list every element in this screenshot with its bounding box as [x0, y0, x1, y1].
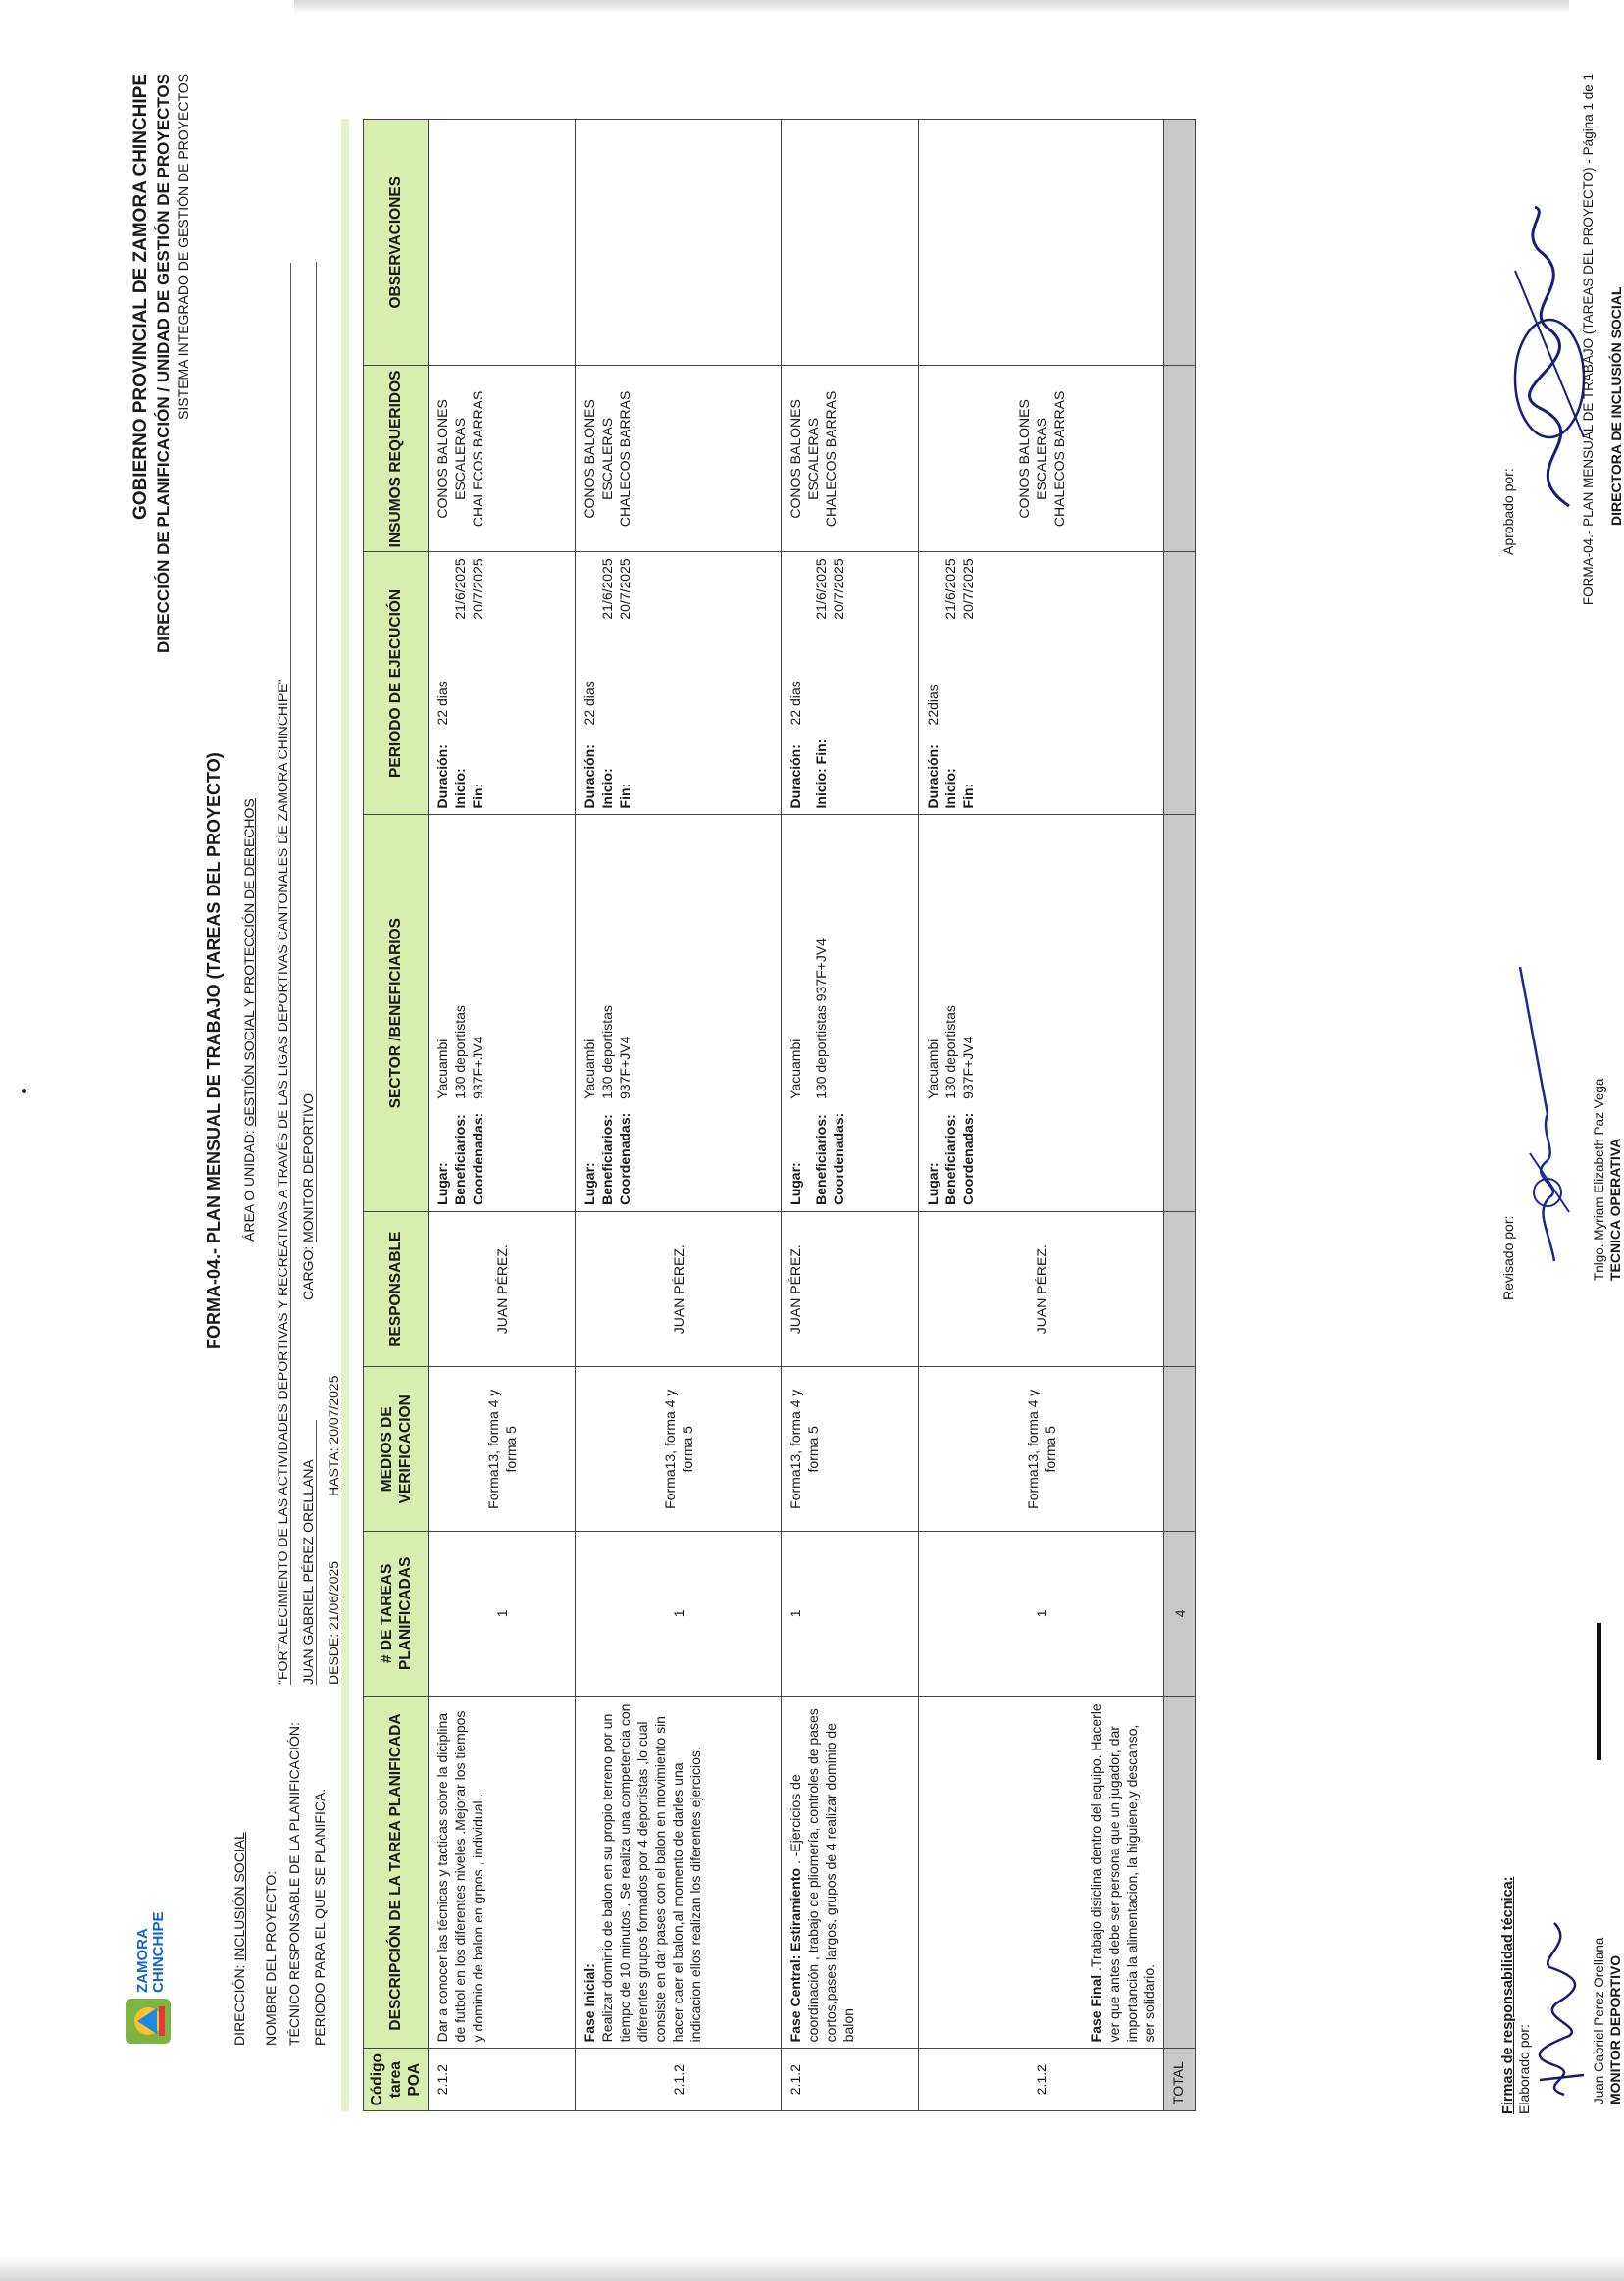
fin-value: 20/7/2025 [960, 558, 976, 620]
total-empty [1164, 366, 1196, 552]
elaborado-signer [1591, 1938, 1624, 2104]
insumo-item: ESCALERAS [1033, 417, 1049, 500]
beneficiarios-key: Beneficiarios: [599, 1114, 615, 1205]
total-empty [1164, 552, 1196, 815]
inicio-key: Inicio: [942, 768, 958, 809]
sector-cell [919, 815, 1164, 1211]
descripcion-heading: Fase Inicial: [582, 1963, 597, 2043]
col-medios: MEDIOS DE VERIFICACION [364, 1367, 429, 1532]
responsable-cell: JUAN PÉREZ. [782, 1211, 919, 1367]
beneficiarios-key: Beneficiarios: [942, 1114, 958, 1205]
beneficiarios-value: 130 deportistas [452, 1005, 468, 1099]
insumo-item: CONOS BALONES [582, 399, 597, 519]
insumo-item: ESCALERAS [599, 417, 615, 500]
direccion-row [231, 1832, 247, 2046]
duracion-key: Duración: [787, 744, 803, 809]
revisado-signer [1591, 1079, 1624, 1281]
col-sector: SECTOR /BENEFICIARIOS [364, 815, 429, 1211]
periodo-cell [429, 552, 576, 815]
sector-cell [429, 815, 576, 1211]
insumo-item: CONOS BALONES [787, 399, 803, 519]
tareas-cell: 1 [919, 1532, 1164, 1697]
desde-row [326, 1561, 341, 1685]
coordenadas-value: 937F+JV4 [960, 1036, 976, 1099]
duracion-key: Duración: [434, 744, 450, 809]
coordenadas-value: 937F+JV4 [617, 1036, 633, 1099]
lugar-key: Lugar: [787, 1162, 803, 1205]
descripcion-heading: Fase Final [1089, 1974, 1104, 2043]
fin-value: 20/7/2025 [470, 558, 485, 620]
observaciones-cell [576, 120, 782, 366]
lugar-value: Yacuambi [787, 1039, 803, 1099]
beneficiarios-value: 130 deportistas [599, 1005, 615, 1099]
table-header-row [364, 120, 429, 2111]
hasta-value: 20/07/2025 [326, 1375, 341, 1445]
tareas-cell: 1 [429, 1532, 576, 1697]
tasks-table [363, 119, 1196, 2111]
duracion-value: 22 dias [582, 681, 597, 726]
codigo-cell: 2.1.2 [919, 2049, 1164, 2111]
col-responsable: RESPONSABLE [364, 1211, 429, 1367]
handwritten-signature-icon [1525, 1908, 1594, 2104]
beneficiarios-key: Beneficiarios: [452, 1114, 468, 1205]
inicio-key: Inicio: [452, 768, 468, 809]
fin-value: 20/7/2025 [617, 558, 633, 620]
coordenadas-key: Coordenadas: [960, 1112, 976, 1205]
insumo-item: ESCALERAS [805, 417, 821, 500]
hasta-row [326, 1376, 341, 1497]
table-row [919, 120, 1164, 2111]
fin-key: Fin: [617, 783, 633, 809]
inicio-value: 21/6/2025 [942, 558, 958, 620]
lugar-key: Lugar: [434, 1162, 450, 1205]
fin-key: Fin: [960, 783, 976, 809]
beneficiarios-value: 130 deportistas 937F+JV4 [813, 938, 829, 1099]
insumos-cell [429, 366, 576, 552]
revisado-role: TECNICA OPERATIVA [1607, 1138, 1623, 1281]
cargo-label: CARGO: [300, 1245, 316, 1300]
insumo-item: ESCALERAS [452, 417, 468, 500]
medios-cell: Forma13, forma 4 y forma 5 [919, 1367, 1164, 1532]
coordenadas-key: Coordenadas: [470, 1112, 485, 1205]
duracion-value: 22 dias [434, 681, 450, 726]
proyecto-label: NOMBRE DEL PROYECTO: [263, 1870, 279, 2046]
medios-cell: Forma13, forma 4 y forma 5 [429, 1367, 576, 1532]
total-empty [1164, 120, 1196, 366]
periodo-cell [782, 552, 919, 815]
duracion-key: Duración: [925, 744, 940, 809]
responsable-cell: JUAN PÉREZ. [576, 1211, 782, 1367]
coordenadas-key: Coordenadas: [617, 1112, 633, 1205]
descripcion-text: Realizar dominio de balon en su propio terreno por un tiempo de 10 minutos . Se realiza una competencia con diferentes grupos formados por 4 deportistas ,lo cual consiste en dar pases con el balon en movimiento sin hacer caer el balon,al momento de darles una indicacion ellos realizan los diferentes ejercicios. [599, 1703, 703, 2043]
area-label: ÁREA O UNIDAD: [241, 1130, 257, 1242]
aprobado-label: Aprobado por: [1500, 468, 1516, 555]
descripcion-cell [919, 1696, 1164, 2049]
lugar-value: Yacuambi [582, 1039, 597, 1099]
total-empty [1164, 815, 1196, 1211]
col-insumos: INSUMOS REQUERIDOS [364, 366, 429, 552]
lugar-key: Lugar: [925, 1162, 940, 1205]
desde-label: DESDE: [326, 1633, 341, 1685]
form-title: FORMA-04.- PLAN MENSUAL DE TRABAJO (TAREAS DEL PROYECTO) [204, 752, 224, 1349]
insumo-item: CHALECOS BARRAS [617, 390, 633, 528]
responsable-cell: JUAN PÉREZ. [919, 1211, 1164, 1367]
descripcion-cell [576, 1696, 782, 2049]
total-value: 4 [1164, 1532, 1196, 1697]
observaciones-cell [782, 120, 919, 366]
tecnico-label: TÉCNICO RESPONSABLE DE LA PLANIFICACIÓN: [286, 1722, 302, 2046]
hasta-label: HASTA: [326, 1447, 341, 1496]
total-empty [1164, 1211, 1196, 1367]
cargo-value: MONITOR DEPORTIVO [300, 262, 317, 1242]
codigo-cell: 2.1.2 [782, 2049, 919, 2111]
org-department: DIRECCIÓN DE PLANIFICACIÓN / UNIDAD DE GESTIÓN DE PROYECTOS [154, 74, 173, 653]
observaciones-cell [429, 120, 576, 366]
revisado-name: Tnlgo. Myriam Elizabeth Paz Vega [1592, 1078, 1606, 1281]
header-accent-bar [341, 119, 349, 2111]
area-value: GESTIÓN SOCIAL Y PROTECCIÓN DE DERECHOS [241, 798, 257, 1127]
cargo-row [300, 262, 317, 1300]
codigo-cell: 2.1.2 [576, 2049, 782, 2111]
aprobado-signer [1608, 287, 1624, 526]
sector-cell [782, 815, 919, 1211]
sector-cell [576, 815, 782, 1211]
insumo-item: CHALECOS BARRAS [470, 390, 485, 528]
col-observaciones: OBSERVACIONES [364, 120, 429, 366]
insumo-item: CONOS BALONES [434, 399, 450, 519]
elaborado-label: Elaborado por: [1516, 2024, 1532, 2114]
insumo-item: CHALECOS BARRAS [1050, 390, 1067, 528]
organization-logo [118, 1899, 178, 2046]
total-row [1164, 120, 1196, 2111]
insumos-cell [576, 366, 782, 552]
descripcion-cell [782, 1696, 919, 2049]
tareas-cell: 1 [576, 1532, 782, 1697]
inicio-fin-key: Inicio: Fin: [813, 738, 829, 809]
elaborado-name: Juan Gabriel Perez Orellana [1592, 1937, 1606, 2104]
beneficiarios-value: 130 deportistas [942, 1005, 958, 1099]
periodo-label: PERIODO PARA EL QUE SE PLANIFICA. [312, 1788, 328, 2046]
descripcion-text: . -Ejercicios de coordinación , trabajo de pliomería, controles de pases cortos,pases largos, grupos de 4 realizar dominio de balon [787, 1708, 856, 2043]
inicio-value: 21/6/2025 [813, 558, 829, 620]
org-name: GOBIERNO PROVINCIAL DE ZAMORA CHINCHIPE [130, 74, 151, 520]
insumos-cell [919, 366, 1164, 552]
descripcion-cell [429, 1696, 576, 2049]
direccion-value: INCLUSIÓN SOCIAL [231, 1832, 247, 1961]
footer-note: FORMA-04.- PLAN MENSUAL DE TRABAJO (TAREAS DEL PROYECTO) - Página 1 de 1 [1581, 74, 1596, 606]
insumo-item: CONOS BALONES [1015, 399, 1032, 519]
aprobado-role: DIRECTORA DE INCLUSIÓN SOCIAL [1608, 286, 1624, 526]
logo-text: ZAMORA CHINCHIPE [134, 1911, 167, 1993]
col-tareas: # DE TAREAS PLANIFICADAS [364, 1532, 429, 1697]
medios-cell: Forma13, forma 4 y forma 5 [782, 1367, 919, 1532]
table-row [782, 120, 919, 2111]
table-row [429, 120, 576, 2111]
medios-cell: Forma13, forma 4 y forma 5 [576, 1367, 782, 1532]
tecnico-value: JUAN GABRIEL PÉREZ ORELLANA [300, 1420, 317, 1685]
fin-key: Fin: [470, 783, 485, 809]
proyecto-value: "FORTALECIMIENTO DE LAS ACTIVIDADES DEPORTIVAS Y RECREATIVAS A TRAVÉS DE LAS LIGAS DEPORTIVAS CANTONALES DE ZAMORA CHINCHIPE" [275, 263, 291, 1685]
observaciones-cell [919, 120, 1164, 366]
table-row [576, 120, 782, 2111]
total-empty [1164, 1367, 1196, 1532]
lugar-key: Lugar: [582, 1162, 597, 1205]
col-codigo: Código tarea POA [364, 2049, 429, 2111]
desde-value: 21/06/2025 [326, 1560, 341, 1630]
handwritten-signature-icon [1510, 957, 1584, 1271]
beneficiarios-key: Beneficiarios: [813, 1114, 829, 1205]
responsable-cell: JUAN PÉREZ. [429, 1211, 576, 1367]
inicio-key: Inicio: [599, 768, 615, 809]
organization-header [129, 74, 192, 653]
direccion-label: DIRECCIÓN: [231, 1964, 247, 2046]
total-spacer [1164, 1696, 1196, 2049]
total-label: TOTAL [1164, 2049, 1196, 2111]
col-periodo: PERIODO DE EJECUCIÓN [364, 552, 429, 815]
duracion-key: Duración: [582, 744, 597, 809]
inicio-value: 21/6/2025 [452, 558, 468, 620]
inicio-value: 21/6/2025 [599, 558, 615, 620]
lugar-value: Yacuambi [925, 1039, 940, 1099]
revisado-label: Revisado por: [1500, 1215, 1516, 1300]
fin-value: 20/7/2025 [831, 558, 846, 620]
lugar-value: Yacuambi [434, 1039, 450, 1099]
coordenadas-key: Coordenadas: [831, 1112, 846, 1205]
insumo-item: CHALECOS BARRAS [823, 390, 838, 528]
area-row [241, 798, 257, 1242]
org-system: SISTEMA INTEGRADO DE GESTIÓN DE PROYECTOS [176, 74, 191, 420]
duracion-value: 22dias [925, 684, 940, 726]
coordenadas-value: 937F+JV4 [470, 1036, 485, 1099]
periodo-cell [919, 552, 1164, 815]
elaborado-role: MONITOR DEPORTIVO [1607, 1954, 1623, 2104]
col-descripcion: DESCRIPCIÓN DE LA TAREA PLANIFICADA [364, 1696, 429, 2049]
duracion-value: 22 dias [787, 681, 803, 726]
insumos-cell [782, 366, 919, 552]
descripcion-heading: Fase Central: Estiramiento [787, 1867, 803, 2043]
periodo-cell [576, 552, 782, 815]
tareas-cell: 1 [782, 1532, 919, 1697]
codigo-cell: 2.1.2 [429, 2049, 576, 2111]
descripcion-text: .Trabajo disiclina dentro del equipo. Hacerle ver que antes debe ser persona que un jugador, dar importancia la alimentacion, la higuiene,y descanso, ser solidario. [1089, 1703, 1157, 2043]
firmas-title: Firmas de responsabilidad técnica: [1500, 1876, 1516, 2114]
descripcion-text: Dar a conocer las técnicas y tacticas sobre la diciplina de futbol en los diferentes niveles .Mejorar los tiempos y dominio de balon en grpos , individual . [434, 1710, 485, 2043]
